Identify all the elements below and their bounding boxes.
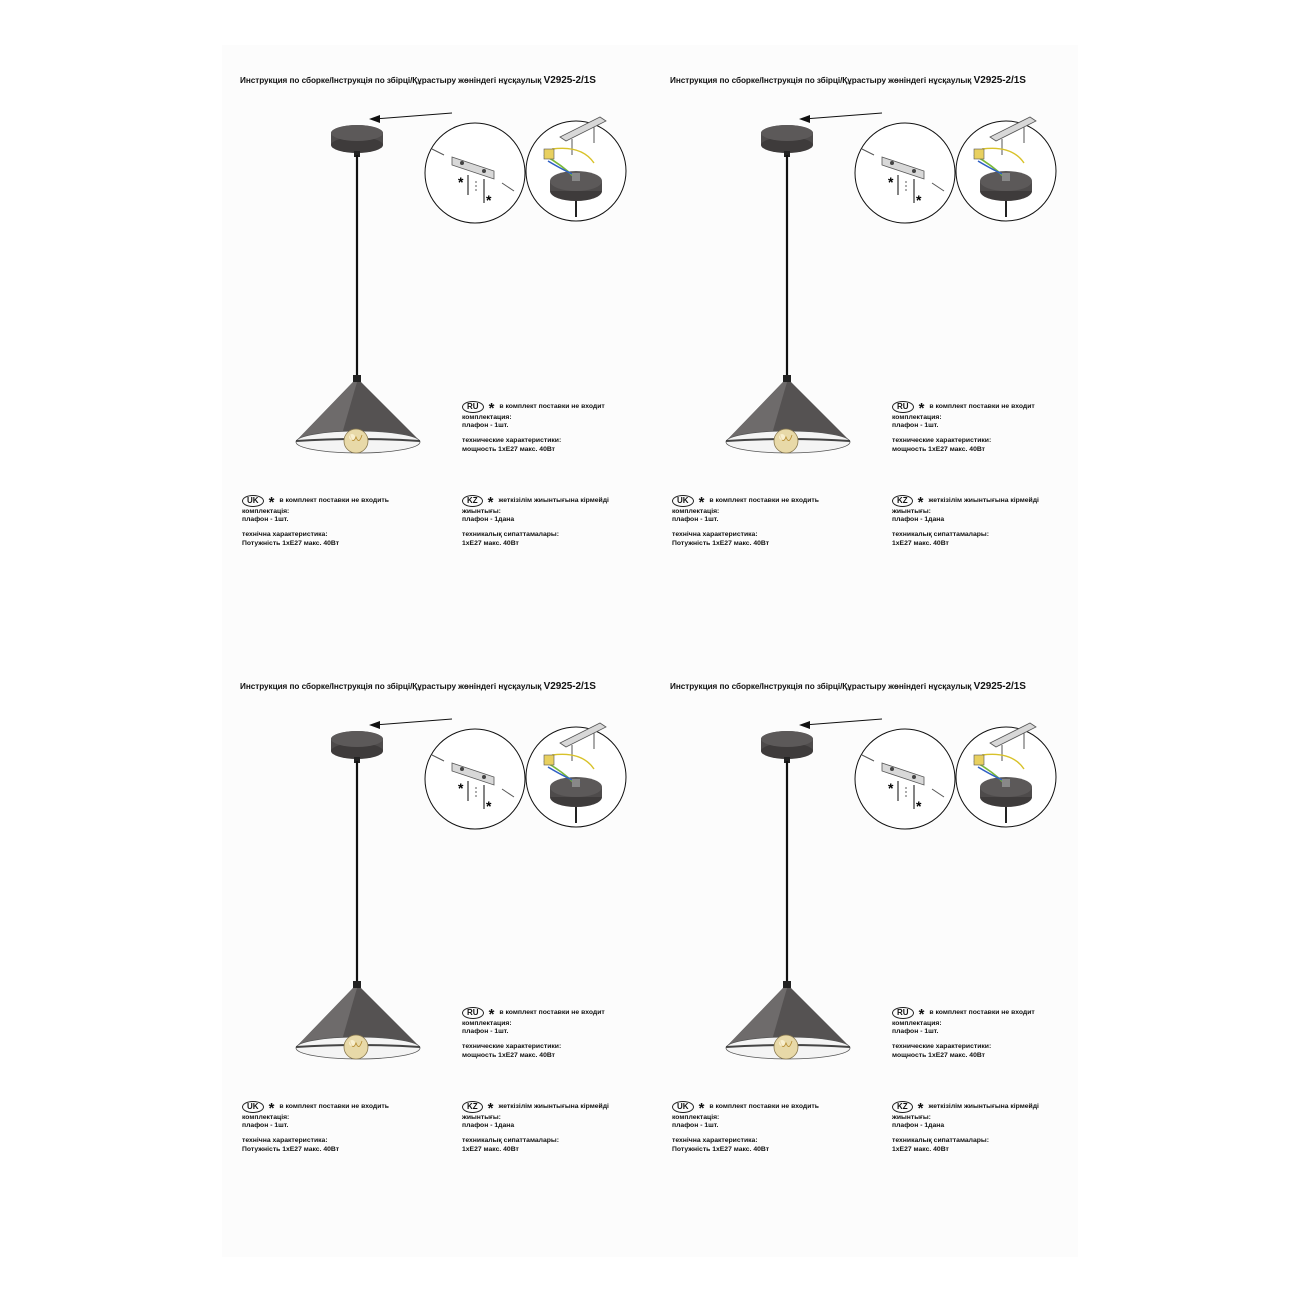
ru-kit-label: комплектация:: [892, 414, 942, 421]
instruction-panel: [652, 651, 1082, 1211]
ru-tech-label: технические характеристики:: [892, 1043, 992, 1051]
svg-text:*: *: [916, 798, 922, 814]
uk-kit-label: комплектація:: [242, 508, 290, 515]
uk-specs: [672, 495, 819, 548]
ru-tech-value: мощность 1хЕ27 макс. 40Вт: [892, 445, 986, 453]
ru-tech-value: мощность 1хЕ27 макс. 40Вт: [462, 1051, 556, 1059]
instruction-panel: [222, 45, 652, 605]
model-number: V2925-2/1S: [973, 75, 1026, 86]
title-text: Инструкция по сборке/Інструкція по збірці/Құрастыру жөніндегі нұсқаулық: [670, 682, 972, 691]
arrow-left-icon: [799, 113, 882, 123]
wiring-detail-circle: [526, 117, 626, 221]
uk-kit-value: плафон - 1шт.: [672, 516, 719, 524]
wiring-detail-circle: [956, 117, 1056, 221]
ru-kit-label: комплектация:: [462, 414, 512, 421]
kz-badge: KZ: [462, 1101, 483, 1113]
ru-kit-value: плафон - 1шт.: [892, 1028, 939, 1036]
light-bulb: [774, 1035, 798, 1059]
uk-note: в комплект поставки не входить: [709, 496, 819, 504]
asterisk-icon: *: [698, 494, 705, 511]
light-bulb: [774, 429, 798, 453]
ceiling-canopy: [331, 731, 383, 763]
instruction-panel: [652, 45, 1082, 605]
kz-kit-value: плафон - 1дана: [462, 516, 515, 524]
asterisk-icon: *: [917, 494, 924, 511]
title-text: Инструкция по сборке/Інструкція по збірці/Құрастыру жөніндегі нұсқаулық: [240, 76, 542, 85]
ru-specs: [892, 401, 1035, 454]
mounting-detail-circle: [425, 123, 525, 223]
kz-tech-value: 1хЕ27 макс. 40Вт: [892, 539, 949, 547]
ru-specs: [892, 1007, 1035, 1060]
ceiling-canopy: [331, 125, 383, 157]
uk-badge: UK: [672, 495, 694, 507]
kz-tech-label: техникалық сипаттамалары:: [462, 531, 559, 539]
kz-note: жеткізілім жиынтығына кірмейді: [928, 1102, 1039, 1110]
ru-badge: RU: [462, 1007, 484, 1019]
kz-tech-label: техникалық сипаттамалары:: [462, 1137, 559, 1145]
kz-tech-value: 1хЕ27 макс. 40Вт: [892, 1145, 949, 1153]
ru-kit-label: комплектация:: [462, 1020, 512, 1027]
ru-specs: [462, 1007, 605, 1060]
uk-note: в комплект поставки не входить: [279, 1102, 389, 1110]
uk-specs: [242, 495, 389, 548]
asterisk-icon: *: [487, 494, 494, 511]
kz-kit-label: жиынтығы:: [892, 1114, 931, 1121]
ru-specs: [462, 401, 605, 454]
ceiling-canopy: [761, 125, 813, 157]
svg-text:*: *: [888, 780, 894, 796]
asterisk-icon: *: [698, 1100, 705, 1117]
asterisk-icon: *: [918, 1006, 925, 1023]
asterisk-icon: *: [918, 400, 925, 417]
ru-kit-value: плафон - 1шт.: [462, 422, 509, 430]
uk-badge: UK: [242, 495, 264, 507]
asterisk-icon: *: [488, 400, 495, 417]
uk-badge: UK: [242, 1101, 264, 1113]
uk-note: в комплект поставки не входить: [279, 496, 389, 504]
arrow-left-icon: [369, 113, 452, 123]
kz-note: жеткізілім жиынтығына кірмейді: [498, 496, 609, 504]
uk-tech-value: Потужність 1хЕ27 макс. 40Вт: [672, 539, 770, 547]
model-number: V2925-2/1S: [973, 681, 1026, 692]
ru-tech-label: технические характеристики:: [462, 437, 562, 445]
uk-note: в комплект поставки не входить: [709, 1102, 819, 1110]
kz-note: жеткізілім жиынтығына кірмейді: [498, 1102, 609, 1110]
model-number: V2925-2/1S: [543, 75, 596, 86]
kz-tech-value: 1хЕ27 макс. 40Вт: [462, 539, 519, 547]
ru-note: в комплект поставки не входит: [929, 1008, 1035, 1016]
svg-text:*: *: [916, 192, 922, 208]
uk-kit-value: плафон - 1шт.: [242, 516, 289, 524]
ru-badge: RU: [892, 401, 914, 413]
uk-kit-label: комплектація:: [672, 508, 720, 515]
uk-kit-label: комплектація:: [242, 1114, 290, 1121]
ru-kit-value: плафон - 1шт.: [462, 1028, 509, 1036]
ru-tech-label: технические характеристики:: [892, 437, 992, 445]
kz-specs: [462, 495, 609, 548]
kz-badge: KZ: [462, 495, 483, 507]
wiring-detail-circle: [526, 723, 626, 827]
uk-kit-value: плафон - 1шт.: [242, 1122, 289, 1130]
uk-specs: [672, 1101, 819, 1154]
uk-tech-label: технічна характеристика:: [242, 531, 328, 539]
asterisk-icon: *: [487, 1100, 494, 1117]
kz-note: жеткізілім жиынтығына кірмейді: [928, 496, 1039, 504]
kz-kit-value: плафон - 1дана: [462, 1122, 515, 1130]
kz-badge: KZ: [892, 495, 913, 507]
uk-kit-value: плафон - 1шт.: [672, 1122, 719, 1130]
ru-tech-value: мощность 1хЕ27 макс. 40Вт: [462, 445, 556, 453]
svg-text:*: *: [458, 174, 464, 190]
mounting-detail-circle: [425, 729, 525, 829]
svg-text:*: *: [486, 192, 492, 208]
ru-tech-label: технические характеристики:: [462, 1043, 562, 1051]
model-number: V2925-2/1S: [543, 681, 596, 692]
kz-badge: KZ: [892, 1101, 913, 1113]
uk-badge: UK: [672, 1101, 694, 1113]
uk-tech-label: технічна характеристика:: [672, 531, 758, 539]
ceiling-canopy: [761, 731, 813, 763]
uk-tech-value: Потужність 1хЕ27 макс. 40Вт: [242, 1145, 340, 1153]
uk-tech-value: Потужність 1хЕ27 макс. 40Вт: [672, 1145, 770, 1153]
svg-text:*: *: [486, 798, 492, 814]
svg-text:*: *: [458, 780, 464, 796]
uk-kit-label: комплектація:: [672, 1114, 720, 1121]
ru-kit-value: плафон - 1шт.: [892, 422, 939, 430]
asterisk-icon: *: [268, 1100, 275, 1117]
kz-tech-label: техникалық сипаттамалары:: [892, 1137, 989, 1145]
mounting-detail-circle: [855, 729, 955, 829]
kz-tech-label: техникалық сипаттамалары:: [892, 531, 989, 539]
asterisk-icon: *: [268, 494, 275, 511]
ru-kit-label: комплектация:: [892, 1020, 942, 1027]
ru-note: в комплект поставки не входит: [499, 1008, 605, 1016]
light-bulb: [344, 429, 368, 453]
instruction-sheet: [222, 45, 1078, 1257]
kz-specs: [462, 1101, 609, 1154]
ru-note: в комплект поставки не входит: [929, 402, 1035, 410]
kz-kit-label: жиынтығы:: [892, 508, 931, 515]
uk-tech-label: технічна характеристика:: [672, 1137, 758, 1145]
mounting-detail-circle: [855, 123, 955, 223]
ru-badge: RU: [462, 401, 484, 413]
kz-specs: [892, 495, 1039, 548]
uk-specs: [242, 1101, 389, 1154]
arrow-left-icon: [799, 719, 882, 729]
ru-note: в комплект поставки не входит: [499, 402, 605, 410]
kz-kit-label: жиынтығы:: [462, 1114, 501, 1121]
wiring-detail-circle: [956, 723, 1056, 827]
kz-specs: [892, 1101, 1039, 1154]
kz-tech-value: 1хЕ27 макс. 40Вт: [462, 1145, 519, 1153]
title-text: Инструкция по сборке/Інструкція по збірці/Құрастыру жөніндегі нұсқаулық: [240, 682, 542, 691]
kz-kit-label: жиынтығы:: [462, 508, 501, 515]
kz-kit-value: плафон - 1дана: [892, 1122, 945, 1130]
ru-badge: RU: [892, 1007, 914, 1019]
ru-tech-value: мощность 1хЕ27 макс. 40Вт: [892, 1051, 986, 1059]
title-text: Инструкция по сборке/Інструкція по збірці/Құрастыру жөніндегі нұсқаулық: [670, 76, 972, 85]
arrow-left-icon: [369, 719, 452, 729]
uk-tech-label: технічна характеристика:: [242, 1137, 328, 1145]
asterisk-icon: *: [488, 1006, 495, 1023]
light-bulb: [344, 1035, 368, 1059]
asterisk-icon: *: [917, 1100, 924, 1117]
uk-tech-value: Потужність 1хЕ27 макс. 40Вт: [242, 539, 340, 547]
kz-kit-value: плафон - 1дана: [892, 516, 945, 524]
instruction-panel: [222, 651, 652, 1211]
svg-text:*: *: [888, 174, 894, 190]
